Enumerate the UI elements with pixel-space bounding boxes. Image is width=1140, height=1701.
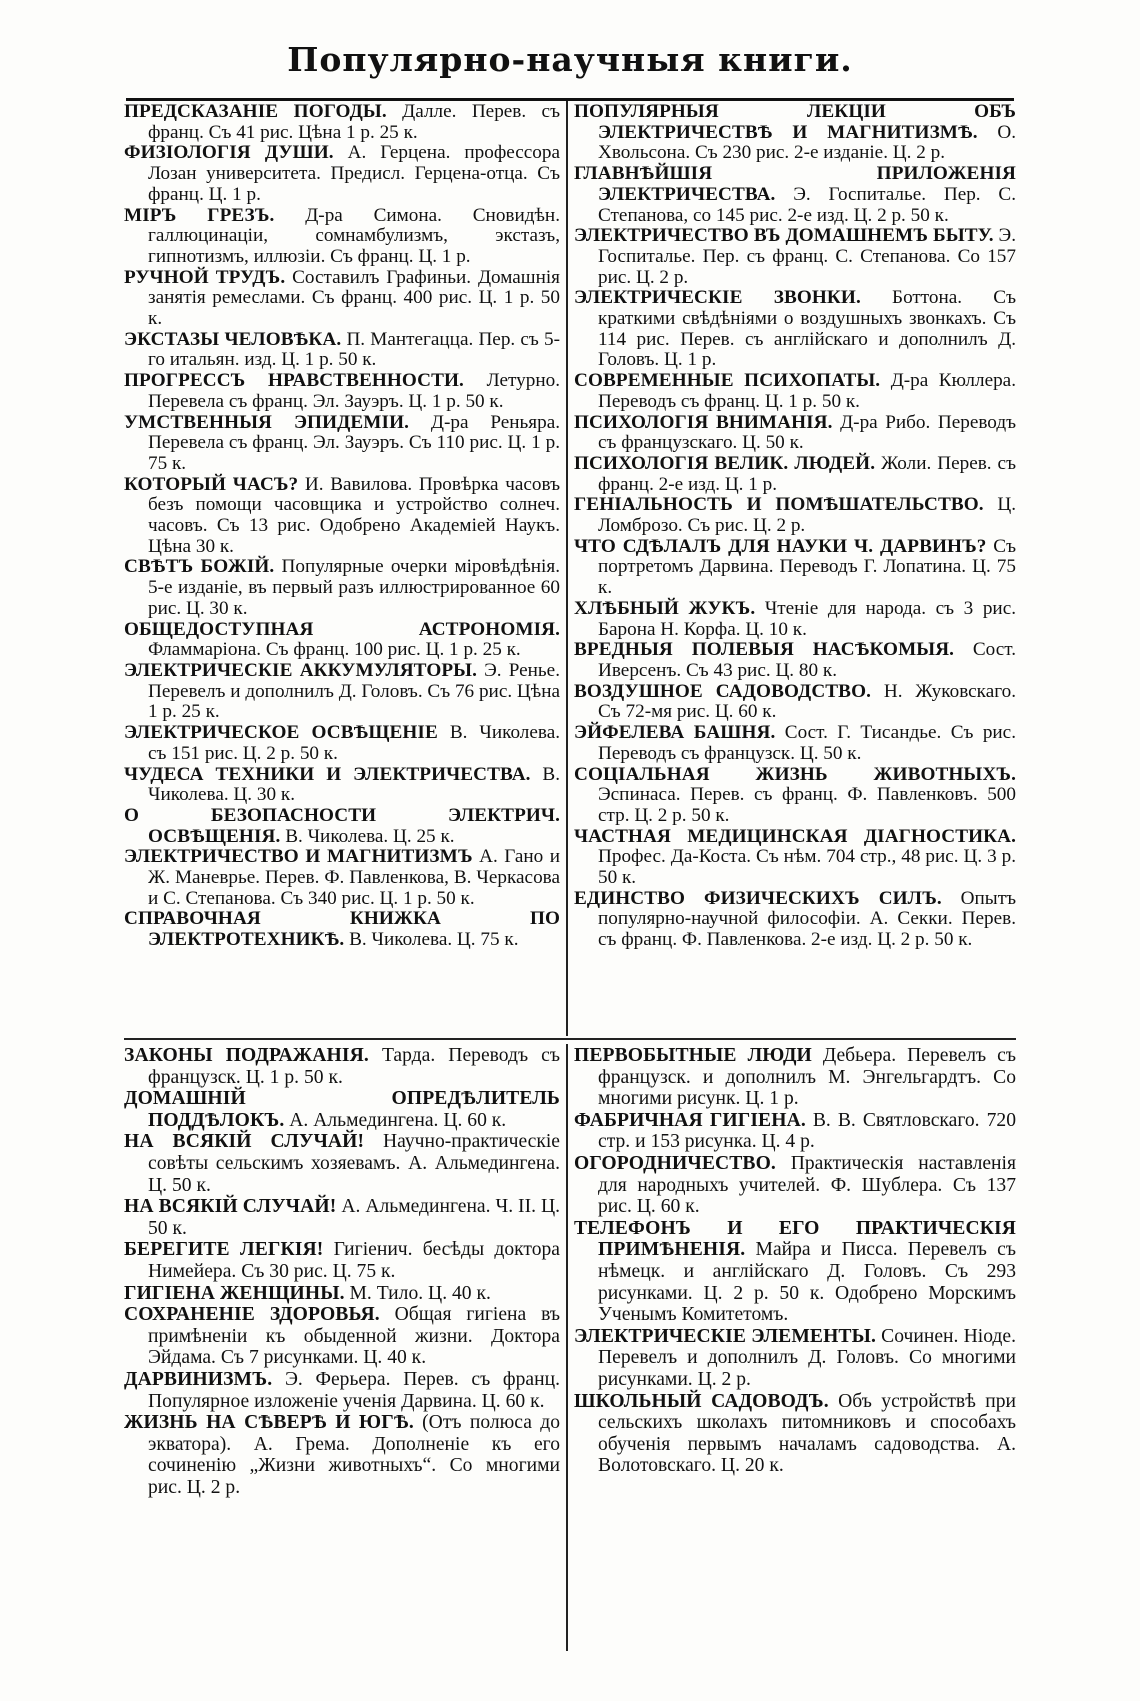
book-entry: [124, 765, 560, 806]
book-details: Составилъ Графиньи. Домашнія занятія ремеслами. Съ франц. 400 рис. Ц. 1 р. 50 к.: [148, 266, 561, 330]
book-title: СПРАВОЧНАЯ КНИЖКА ПО ЭЛЕКТРОТЕХНИКѢ.: [124, 908, 560, 951]
book-details: Э. Госпиталье. Пер. съ франц. С. Степанова. Со 157 рис. Ц. 2 р.: [598, 225, 1016, 288]
book-entry: [574, 495, 1016, 536]
book-details: Э. Ферьера. Перев. съ франц. Популярное изложеніе ученія Дарвина. Ц. 60 к.: [148, 1368, 560, 1412]
book-details: Опытъ популярно-научной философіи. А. Секки. Перев. съ франц. Ф. Павленкова. 2-е изд. Ц. 2 р. 50 к.: [598, 887, 1016, 951]
book-entry: [124, 1088, 560, 1131]
book-details: Жоли. Перев. съ франц. 2-е изд. Ц. 1 р.: [598, 452, 1016, 495]
book-details: О. Хвольсона. Съ 230 рис. 2-е изданіе. Ц. 2 р.: [598, 121, 1016, 164]
book-entry: [574, 640, 1016, 681]
book-entry: [124, 102, 560, 143]
book-entry: [124, 1283, 560, 1305]
book-title: ЭЛЕКТРИЧЕСКІЕ ЗВОНКИ.: [574, 287, 861, 309]
book-details: Д-ра Рибо. Переводъ съ французскаго. Ц. 50 к.: [598, 411, 1017, 454]
book-entry: [124, 847, 560, 909]
book-details: В. Чиколева. съ 151 рис. Ц. 2 р. 50 к.: [148, 722, 561, 764]
book-details: Дебьера. Перевелъ съ французск. и дополнилъ М. Энгельгардтъ. Со многими рисунк. Ц. 1 р.: [598, 1045, 1016, 1110]
book-details: Э. Ренье. Перевелъ и дополнилъ Д. Головъ. Съ 76 рис. Цѣна 1 р. 25 к.: [148, 659, 560, 723]
book-entry: [124, 1045, 560, 1088]
book-title: ЧАСТНАЯ МЕДИЦИНСКАЯ ДІАГНОСТИКА.: [574, 825, 1016, 847]
book-entry: [574, 599, 1016, 640]
book-entry: [124, 475, 560, 558]
book-details: Ц. Ломброзо. Съ рис. Ц. 2 р.: [598, 494, 1016, 537]
book-title: МІРЪ ГРЕЗЪ.: [124, 204, 275, 226]
book-entry: [124, 1304, 560, 1369]
book-entry: [574, 413, 1016, 454]
book-entry: [574, 1045, 1016, 1110]
book-entry: [124, 330, 560, 371]
book-title: ДОМАШНІЙ ОПРЕДѢЛИТЕЛЬ ПОДДѢЛОКЪ.: [124, 1088, 560, 1131]
book-title: ГЕНІАЛЬНОСТЬ И ПОМѢШАТЕЛЬСТВО.: [574, 494, 984, 516]
book-title: ЭЛЕКТРИЧЕСКІЕ ЭЛЕМЕНТЫ.: [574, 1325, 876, 1347]
book-title: ВОЗДУШНОЕ САДОВОДСТВО.: [574, 680, 872, 702]
book-title: ВРЕДНЫЯ ПОЛЕВЫЯ НАСѢКОМЫЯ.: [574, 639, 955, 661]
book-entry: [574, 102, 1016, 164]
book-title: ГЛАВНѢЙШІЯ ПРИЛОЖЕНІЯ ЭЛЕКТРИЧЕСТВА.: [574, 163, 1016, 205]
book-title: КОТОРЫЙ ЧАСЪ?: [124, 473, 299, 495]
book-details: Сост. Иверсенъ. Съ 43 рис. Ц. 80 к.: [598, 639, 1016, 681]
book-entry: [124, 1369, 560, 1412]
book-title: ЭЛЕКТРИЧЕСТВО ВЪ ДОМАШНЕМЪ БЫТУ.: [574, 225, 994, 247]
book-title: СОЦІАЛЬНАЯ ЖИЗНЬ ЖИВОТНЫХЪ.: [574, 763, 1016, 785]
page-title: Популярно-научныя книги.: [287, 40, 853, 79]
book-details: В. Чиколева. Ц. 25 к.: [285, 825, 455, 847]
book-details: Гигіенич. бесѣды доктора Нимейера. Съ 30 рис. Ц. 75 к.: [148, 1239, 560, 1282]
book-details: Тарда. Переводъ съ французск. Ц. 1 р. 50 к.: [148, 1045, 560, 1088]
book-entry: [574, 889, 1016, 951]
book-list-bottom-left: [124, 1045, 560, 1498]
book-title: СВѢТЪ БОЖІЙ.: [124, 556, 275, 578]
book-title: ФАБРИЧНАЯ ГИГІЕНА.: [574, 1109, 806, 1131]
book-title: РУЧНОЙ ТРУДЪ.: [124, 266, 286, 288]
book-details: Сочинен. Ніоде. Перевелъ и дополнилъ Д. Головъ. Со многими рисунками. Ц. 2 р.: [598, 1325, 1016, 1390]
book-details: А. Герцена. профессора Лозан университета. Предисл. Герцена-отца. Съ франц. Ц. 1 р.: [148, 142, 560, 205]
book-details: (Отъ полюса до экватора). А. Грема. Дополненіе къ его сочиненію „Жизни животныхъ“. Со многими рис. Ц. 2 р.: [148, 1412, 560, 1498]
book-title: ПЕРВОБЫТНЫЕ ЛЮДИ: [574, 1045, 812, 1066]
book-entry: [124, 371, 560, 412]
book-entry: [574, 226, 1016, 288]
book-entry: [124, 557, 560, 619]
book-details: А. Гано и Ж. Маневрье. Перев. Ф. Павленкова, В. Черкасова и С. Степанова. Съ 340 рис. Ц. 1 р. 50 к.: [148, 846, 561, 909]
book-entry: [574, 537, 1016, 599]
book-details: Боттона. Съ краткими свѣдѣніями о воздушныхъ звонкахъ. Съ 114 рис. Перев. съ англійскаго и дополнилъ Д. Головъ. Ц. 1 р.: [598, 287, 1016, 371]
book-details: Практическія наставленія для народныхъ учителей. Ф. Шублера. Съ 137 рис. Ц. 60 к.: [598, 1152, 1016, 1218]
book-entry: [574, 1326, 1016, 1391]
book-details: М. Тило. Ц. 40 к.: [349, 1282, 491, 1304]
book-title: НА ВСЯКІЙ СЛУЧАЙ!: [124, 1131, 365, 1153]
book-entry: [574, 1110, 1016, 1153]
book-details: В. Чиколева. Ц. 30 к.: [148, 763, 560, 806]
book-details: Общая гигіена въ примѣненіи къ обыденной жизни. Доктора Эйдама. Съ 7 рисунками. Ц. 40 к.: [148, 1304, 560, 1369]
book-title: ПРЕДСКАЗАНІЕ ПОГОДЫ.: [124, 101, 387, 122]
book-details: Д-ра Кюллера. Переводъ съ франц. Ц. 1 р. 50 к.: [598, 370, 1016, 412]
book-entry: [124, 143, 560, 205]
book-title: ПСИХОЛОГІЯ ВЕЛИК. ЛЮДЕЙ.: [574, 452, 876, 474]
book-details: Научно-практическіе совѣты сельскимъ хозяевамъ. А. Альмедингена. Ц. 50 к.: [148, 1131, 560, 1196]
book-list-top-left: [124, 102, 560, 951]
book-title: СОВРЕМЕННЫЕ ПСИХОПАТЫ.: [574, 370, 881, 392]
book-title: ЭЛЕКТРИЧЕСТВО И МАГНИТИЗМЪ: [124, 846, 473, 868]
book-title: ПСИХОЛОГІЯ ВНИМАНІЯ.: [574, 411, 833, 433]
book-entry: [124, 806, 560, 847]
book-details: Съ портретомъ Дарвина. Переводъ Г. Лопатина. Ц. 75 к.: [598, 535, 1016, 599]
book-entry: [574, 1391, 1016, 1477]
book-title: НА ВСЯКІЙ СЛУЧАЙ!: [124, 1196, 337, 1218]
book-title: ОБЩЕДОСТУПНАЯ АСТРОНОМІЯ.: [124, 618, 560, 640]
book-details: Э. Госпиталье. Пер. С. Степанова, со 145 рис. 2-е изд. Ц. 2 р. 50 к.: [598, 183, 1017, 226]
book-details: Популярные очерки міровѣдѣнія. 5-е изданіе, въ первый разъ иллюстрированное 60 рис. Ц. 30 к.: [148, 556, 560, 619]
book-title: ЧУДЕСА ТЕХНИКИ И ЭЛЕКТРИЧЕСТВА.: [124, 763, 531, 785]
book-entry: [574, 1218, 1016, 1326]
book-details: Д-ра Реньяра. Перевела съ франц. Эл. Зауэръ. Съ 110 рис. Ц. 1 р. 75 к.: [148, 411, 561, 474]
book-entry: [574, 371, 1016, 412]
book-details: Майра и Писса. Перевелъ съ нѣмецк. и англійскаго Д. Головъ. Съ 293 рисунками. Ц. 2 р. 50 к. Одобрено Морскимъ Ученымъ Комитетомъ.: [598, 1239, 1016, 1326]
book-details: А. Альмедингена. Ч. II. Ц. 50 к.: [148, 1196, 561, 1239]
section-divider: [124, 1038, 1016, 1040]
book-title: ОГОРОДНИЧЕСТВО.: [574, 1152, 776, 1174]
book-title: ЭЛЕКТРИЧЕСКОЕ ОСВѢЩЕНІЕ: [124, 722, 438, 744]
book-entry: [124, 909, 560, 950]
book-details: Летурно. Перевела съ франц. Эл. Зауэръ. Ц. 1 р. 50 к.: [148, 370, 560, 412]
book-entry: [124, 661, 560, 723]
book-title: ЕДИНСТВО ФИЗИЧЕСКИХЪ СИЛЪ.: [574, 887, 942, 909]
book-title: УМСТВЕННЫЯ ЭПИДЕМІИ.: [124, 411, 410, 433]
book-list-top-right: [574, 102, 1016, 951]
book-title: ДАРВИНИЗМЪ.: [124, 1368, 273, 1390]
book-details: П. Мантегацца. Пер. съ 5-го итальян. изд. Ц. 1 р. 50 к.: [148, 328, 560, 371]
book-details: Объ устройствѣ при сельскихъ школахъ питомниковъ и способахъ обученія первымъ началамъ садоводства. А. Волотовскаго. Ц. 20 к.: [598, 1390, 1016, 1477]
book-details: В. В. Святловскаго. 720 стр. и 153 рисунка. Ц. 4 р.: [598, 1109, 1016, 1153]
book-title: ЧТО СДѢЛАЛЪ ДЛЯ НАУКИ Ч. ДАРВИНЪ?: [574, 535, 987, 557]
book-title: ЭКСТАЗЫ ЧЕЛОВѢКА.: [124, 328, 342, 350]
book-title: ШКОЛЬНЫЙ САДОВОДЪ.: [574, 1390, 829, 1412]
book-title: ЭЙФЕЛЕВА БАШНЯ.: [574, 722, 776, 744]
book-title: ПРОГРЕССЪ НРАВСТВЕННОСТИ.: [124, 370, 464, 392]
book-entry: [574, 164, 1016, 226]
book-title: ФИЗІОЛОГІЯ ДУШИ.: [124, 142, 334, 164]
book-details: Профес. Да-Коста. Съ нѣм. 704 стр., 48 рис. Ц. 3 р. 50 к.: [598, 846, 1016, 889]
book-details: Фламмаріона. Съ франц. 100 рис. Ц. 1 р. 25 к.: [148, 639, 521, 661]
book-details: Эспинаса. Перев. съ франц. Ф. Павленковъ. 500 стр. Ц. 2 р. 50 к.: [598, 784, 1016, 826]
column-divider-top: [566, 101, 568, 1036]
column-divider-bottom: [566, 1044, 568, 1651]
book-title: ЖИЗНЬ НА СѢВЕРѢ И ЮГѢ.: [124, 1412, 414, 1434]
book-title: ЭЛЕКТРИЧЕСКІЕ АККУМУЛЯТОРЫ.: [124, 659, 478, 681]
book-details: А. Альмедингена. Ц. 60 к.: [289, 1109, 507, 1131]
book-entry: [124, 1131, 560, 1196]
book-entry: [124, 723, 560, 764]
book-entry: [574, 765, 1016, 827]
book-entry: [124, 206, 560, 268]
book-entry: [574, 682, 1016, 723]
book-details: Сост. Г. Тисандье. Съ рис. Переводъ съ французск. Ц. 50 к.: [598, 722, 1016, 764]
book-details: Далле. Перев. съ франц. Съ 41 рис. Цѣна 1 р. 25 к.: [148, 101, 560, 143]
book-entry: [124, 1196, 560, 1239]
book-title: СОХРАНЕНІЕ ЗДОРОВЬЯ.: [124, 1304, 380, 1326]
book-entry: [574, 827, 1016, 889]
book-details: Д-ра Симона. Сновидѣн. галлюцинаціи, сомнамбулизмъ, экстазъ, гипнотизмъ, иллюзіи. Съ франц. Ц. 1 р.: [148, 204, 560, 267]
book-entry: [124, 268, 560, 330]
book-details: И. Вавилова. Провѣрка часовъ безъ помощи часовщика и устройство солнеч. часовъ. Съ 13 рис. Одобрено Академіей Наукъ. Цѣна 30 к.: [148, 473, 560, 557]
book-entry: [124, 620, 560, 661]
book-title: ТЕЛЕФОНЪ И ЕГО ПРАКТИЧЕСКІЯ ПРИМѢНЕНІЯ.: [574, 1217, 1016, 1261]
book-entry: [574, 454, 1016, 495]
book-entry: [574, 288, 1016, 371]
book-entry: [574, 723, 1016, 764]
book-details: В. Чиколева. Ц. 75 к.: [349, 929, 519, 951]
book-list-bottom-right: [574, 1045, 1016, 1477]
book-title: ГИГІЕНА ЖЕНЩИНЫ.: [124, 1282, 345, 1304]
book-title: ПОПУЛЯРНЫЯ ЛЕКЦІИ ОБЪ ЭЛЕКТРИЧЕСТВѢ И МАГНИТИЗМѢ.: [574, 101, 1016, 143]
book-title: ХЛѢБНЫЙ ЖУКЪ.: [574, 597, 756, 619]
book-title: ЗАКОНЫ ПОДРАЖАНІЯ.: [124, 1045, 369, 1066]
book-entry: [124, 413, 560, 475]
book-entry: [124, 1412, 560, 1498]
book-details: Чтеніе для народа. съ 3 рис. Барона Н. Корфа. Ц. 10 к.: [598, 597, 1017, 640]
book-entry: [124, 1239, 560, 1282]
book-title: О БЕЗОПАСНОСТИ ЭЛЕКТРИЧ. ОСВѢЩЕНІЯ.: [124, 804, 560, 847]
book-details: Н. Жуковскаго. Съ 72-мя рис. Ц. 60 к.: [598, 680, 1016, 723]
book-entry: [574, 1153, 1016, 1218]
book-title: БЕРЕГИТЕ ЛЕГКІЯ!: [124, 1239, 324, 1261]
